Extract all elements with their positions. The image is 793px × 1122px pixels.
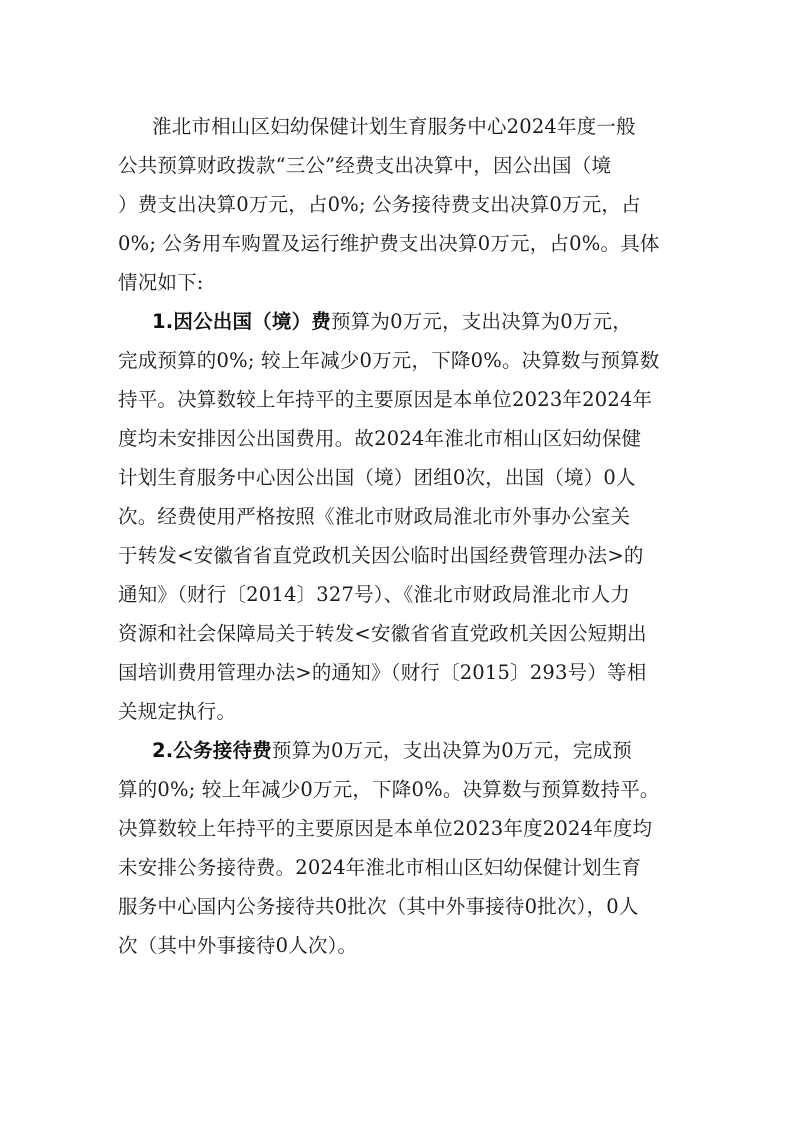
paragraph-3-line-1-text: 预算为0万元，支出决算为0万元，完成预 bbox=[271, 739, 633, 762]
paragraph-1-line-4: 0%; 公务用车购置及运行维护费支出决算0万元，占0%。具体 bbox=[118, 232, 660, 255]
section-heading-reception: 2.公务接待费 bbox=[152, 739, 272, 762]
paragraph-2-line-1 bbox=[152, 310, 632, 334]
paragraph-3-line-4: 未安排公务接待费。2024年淮北市相山区妇幼保健计划生育 bbox=[118, 856, 642, 879]
paragraph-3-line-1 bbox=[152, 739, 632, 763]
paragraph-2-line-7: 于转发<安徽省省直党政机关因公临时出国经费管理办法>的 bbox=[118, 544, 644, 567]
paragraph-2-line-11: 关规定执行。 bbox=[118, 700, 237, 723]
paragraph-1-line-2: 公共预算财政拨款“三公”经费支出决算中，因公出国（境 bbox=[118, 154, 612, 177]
paragraph-1-line-5: 情况如下: bbox=[118, 271, 204, 294]
paragraph-1-line-3: ）费支出决算0万元，占0%; 公务接待费支出决算0万元，占 bbox=[118, 193, 641, 216]
paragraph-2-line-6: 次。经费使用严格按照《淮北市财政局淮北市外事办公室关 bbox=[118, 505, 631, 528]
paragraph-1-line-1: 淮北市相山区妇幼保健计划生育服务中心2024年度一般 bbox=[152, 115, 636, 138]
paragraph-2-line-5: 计划生育服务中心因公出国（境）团组0次，出国（境）0人 bbox=[118, 466, 636, 489]
paragraph-2-line-1-text: 预算为0万元，支出决算为0万元， bbox=[330, 310, 632, 333]
paragraph-2-line-9: 资源和社会保障局关于转发<安徽省省直党政机关因公短期出 bbox=[118, 622, 647, 645]
paragraph-3-line-5: 服务中心国内公务接待共0批次（其中外事接待0批次），0人 bbox=[118, 895, 639, 918]
paragraph-2-line-8: 通知》（财行〔2014〕327号）、《淮北市财政局淮北市人力 bbox=[118, 583, 631, 606]
paragraph-2-line-2: 完成预算的0%; 较上年减少0万元，下降0%。决算数与预算数 bbox=[118, 349, 660, 372]
paragraph-2-line-4: 度均未安排因公出国费用。故2024年淮北市相山区妇幼保健 bbox=[118, 427, 642, 450]
paragraph-2-line-3: 持平。决算数较上年持平的主要原因是本单位2023年2024年 bbox=[118, 388, 653, 411]
section-heading-travel: 1.因公出国（境）费 bbox=[152, 310, 331, 333]
paragraph-2-line-10: 国培训费用管理办法>的通知》（财行〔2015〕293号）等相 bbox=[118, 661, 647, 684]
paragraph-3-line-6: 次（其中外事接待0人次）。 bbox=[118, 934, 358, 957]
paragraph-3-line-2: 算的0%; 较上年减少0万元，下降0%。决算数与预算数持平。 bbox=[118, 778, 660, 801]
paragraph-3-line-3: 决算数较上年持平的主要原因是本单位2023年度2024年度均 bbox=[118, 817, 653, 840]
